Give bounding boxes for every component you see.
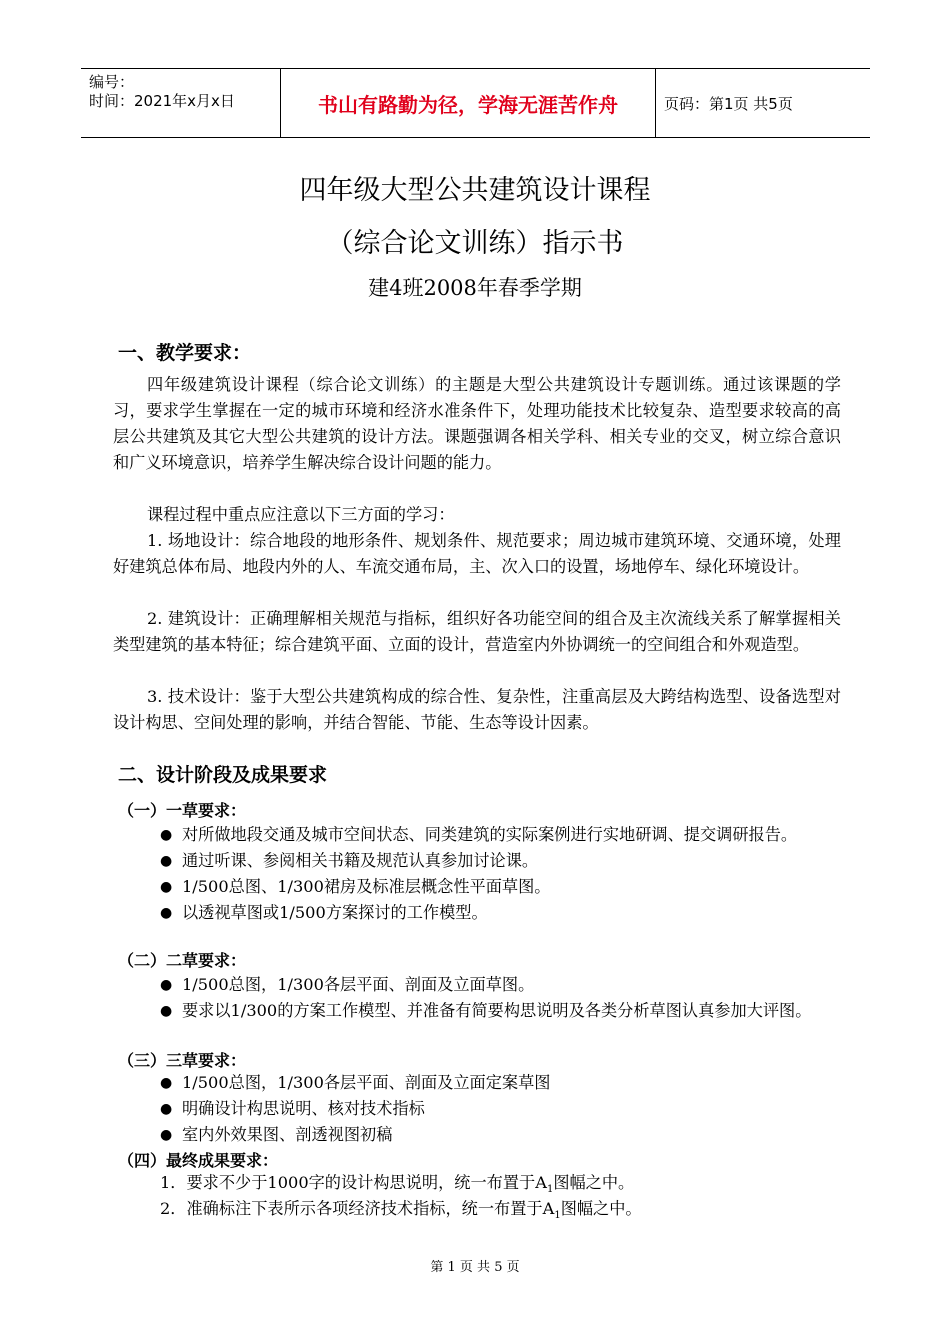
bullet-icon: ● xyxy=(160,1003,173,1019)
section1-item2: 2. 建筑设计：正确理解相关规范与指标，组织好各功能空间的组合及主次流线关系了解掌握相关类型建筑的基本特征；综合建筑平面、立面的设计，营造室内外协调统一的空间组合和外观造型。 xyxy=(113,609,841,654)
header-motto: 书山有路勤为径，学海无涯苦作舟 xyxy=(281,69,656,137)
document-subtitle: 建4班2008年春季学期 xyxy=(368,276,582,300)
list-item: ● 1/500总图，1/300各层平面、剖面及立面草图。 xyxy=(160,972,840,998)
section1-item3: 3. 技术设计：鉴于大型公共建筑构成的综合性、复杂性，注重高层及大跨结构选型、设备选型对设计构思、空间处理的影响，并结合智能、节能、生态等设计因素。 xyxy=(113,687,841,732)
bullet-icon: ● xyxy=(160,905,173,921)
list-item: ● 1/500总图、1/300裙房及标准层概念性平面草图。 xyxy=(160,874,840,900)
document-title-line2: （综合论文训练）指示书 xyxy=(326,228,624,259)
document-title-line1: 四年级大型公共建筑设计课程 xyxy=(299,175,651,206)
stage3-list xyxy=(160,1070,840,1148)
list-item: ● 要求以1/300的方案工作模型、并准备有简要构思说明及各类分析草图认真参加大评图。 xyxy=(160,998,840,1024)
bullet-icon: ● xyxy=(160,879,173,895)
bullet-icon: ● xyxy=(160,1075,173,1091)
stage1-heading: （一）一草要求： xyxy=(118,801,247,820)
section2-heading: 二、设计阶段及成果要求 xyxy=(118,764,328,786)
bullet-icon: ● xyxy=(160,853,173,869)
list-item: ● 对所做地段交通及城市空间状态、同类建筑的实际案例进行实地研调、提交调研报告。 xyxy=(160,822,840,848)
page-footer: 第 1 页 共 5 页 xyxy=(430,1260,520,1275)
time-label: 时间：2021年x月x日 xyxy=(89,92,235,110)
final-item-2: 2．准确标注下表所示各项经济技术指标，统一布置于$A_1$图幅之中。 xyxy=(160,1199,642,1222)
final-item-1: 1．要求不少于1000字的设计构思说明，统一布置于$A_1$图幅之中。 xyxy=(160,1173,635,1196)
bullet-icon: ● xyxy=(160,1127,173,1143)
list-item: ● 室内外效果图、剖透视图初稿 xyxy=(160,1122,840,1148)
serial-label: 编号： xyxy=(89,73,135,91)
stage1-list xyxy=(160,822,840,926)
stage2-list xyxy=(160,972,840,1024)
section1-item1: 1. 场地设计：综合地段的地形条件、规划条件、规范要求；周边城市建筑环境、交通环境，处理好建筑总体布局、地段内外的人、车流交通布局，主、次入口的设置，场地停车、绿化环境设计。 xyxy=(113,531,841,576)
list-item: ● 通过听课、参阅相关书籍及规范认真参加讨论课。 xyxy=(160,848,840,874)
list-item: ● 明确设计构思说明、核对技术指标 xyxy=(160,1096,840,1122)
bullet-icon: ● xyxy=(160,1101,173,1117)
list-item: ● 1/500总图，1/300各层平面、剖面及立面定案草图 xyxy=(160,1070,840,1096)
section1-heading: 一、教学要求： xyxy=(118,342,252,364)
bullet-icon: ● xyxy=(160,977,173,993)
section1-focus: 课程过程中重点应注意以下三方面的学习： xyxy=(147,505,455,524)
bullet-icon: ● xyxy=(160,827,173,843)
header-meta xyxy=(81,69,281,137)
list-item: ● 以透视草图或1/500方案探讨的工作模型。 xyxy=(160,900,840,926)
stage4-heading: （四）最终成果要求： xyxy=(118,1151,279,1170)
stage3-heading: （三）三草要求： xyxy=(118,1051,247,1070)
section1-intro: 四年级建筑设计课程（综合论文训练）的主题是大型公共建筑设计专题训练。通过该课题的学习，要求学生掌握在一定的城市环境和经济水准条件下，处理功能技术比较复杂、造型要求较高的高层公共建筑及其它大型公共建筑的设计方法。课题强调各相关学科、相关专业的交叉，树立综合意识和广义环境意识，培养学生解决综合设计问题的能力。 xyxy=(113,375,841,472)
stage2-heading: （二）二草要求： xyxy=(118,951,247,970)
header-page-info: 页码：第1页 共5页 xyxy=(664,94,793,113)
page-header xyxy=(81,68,870,138)
